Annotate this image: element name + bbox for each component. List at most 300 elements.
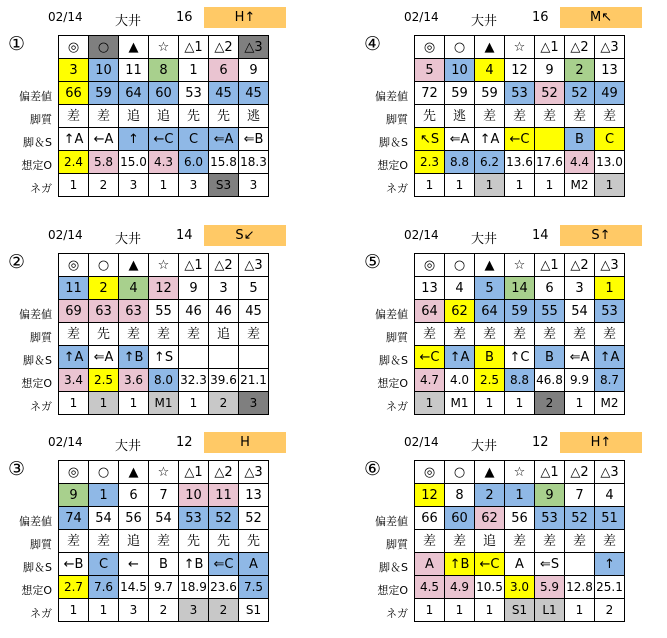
table-cell: 1 [445, 174, 475, 197]
race-panel [4, 5, 304, 195]
table-cell: 9 [59, 484, 89, 507]
table-row [415, 576, 625, 599]
panel-header [4, 223, 304, 248]
table-cell: 59 [475, 82, 505, 105]
table-cell: ▲ [119, 461, 149, 484]
row-label: ネガ [386, 182, 408, 195]
table-cell: 10.5 [475, 576, 505, 599]
table-cell: 1 [565, 599, 595, 622]
race-date: 02/14 [404, 10, 439, 24]
table-cell: 差 [475, 323, 505, 346]
table-cell: 差 [475, 105, 505, 128]
table-cell: 差 [595, 530, 625, 553]
table-cell: △2 [209, 36, 239, 59]
table-cell: 先 [179, 530, 209, 553]
table-cell: △2 [565, 461, 595, 484]
row-label: 想定O [377, 159, 408, 172]
table-cell: 9.9 [565, 369, 595, 392]
table-cell: B [149, 553, 179, 576]
table-cell: ☆ [149, 254, 179, 277]
table-cell: 23.6 [209, 576, 239, 599]
table-cell: M2 [565, 174, 595, 197]
table-cell: 3 [119, 174, 149, 197]
table-cell: 6 [119, 484, 149, 507]
table-cell: 2 [209, 392, 239, 415]
prediction-table [414, 253, 625, 415]
table-cell: 11 [119, 59, 149, 82]
table-cell: 21.1 [239, 369, 269, 392]
table-cell: ◎ [415, 36, 445, 59]
race-date: 02/14 [48, 435, 83, 449]
table-cell: 差 [505, 105, 535, 128]
table-cell: 6 [535, 277, 565, 300]
table-cell: ○ [89, 254, 119, 277]
table-row [415, 128, 625, 151]
table-cell: 3 [239, 174, 269, 197]
table-row [415, 461, 625, 484]
table-cell: S1 [239, 599, 269, 622]
table-cell: 53 [179, 507, 209, 530]
table-cell: 逃 [239, 105, 269, 128]
table-cell: 追 [119, 530, 149, 553]
table-row [415, 369, 625, 392]
table-cell [565, 553, 595, 576]
table-cell: 差 [59, 530, 89, 553]
table-row [59, 128, 269, 151]
race-date: 02/14 [404, 228, 439, 242]
table-cell: △2 [565, 254, 595, 277]
race-panel [360, 223, 660, 413]
table-cell: 51 [595, 507, 625, 530]
table-cell: 差 [415, 530, 445, 553]
table-row [59, 36, 269, 59]
table-row [59, 484, 269, 507]
venue-name: 大井 [471, 439, 498, 454]
table-cell: ▲ [119, 254, 149, 277]
table-row [59, 461, 269, 484]
table-cell: ←C [505, 128, 535, 151]
table-cell: ↑S [149, 346, 179, 369]
table-cell: △1 [535, 254, 565, 277]
table-cell: 2 [535, 392, 565, 415]
table-row [415, 300, 625, 323]
table-cell: △2 [565, 36, 595, 59]
row-label: 想定O [21, 377, 52, 390]
table-cell: ☆ [505, 36, 535, 59]
table-cell: 45 [239, 82, 269, 105]
table-cell: ↑ [595, 553, 625, 576]
race-number: ⑤ [364, 251, 382, 273]
table-cell: 7 [149, 484, 179, 507]
table-cell: 差 [59, 323, 89, 346]
race-date: 02/14 [404, 435, 439, 449]
table-cell: 5.8 [89, 151, 119, 174]
table-cell: 4.4 [565, 151, 595, 174]
table-cell: 1 [565, 392, 595, 415]
table-cell: 9 [535, 484, 565, 507]
table-cell: 差 [535, 530, 565, 553]
table-cell: △3 [595, 461, 625, 484]
row-label: ネガ [30, 182, 52, 195]
table-cell: 先 [209, 105, 239, 128]
table-cell: 3 [119, 599, 149, 622]
race-date: 02/14 [48, 10, 83, 24]
row-label: 脚＆S [379, 354, 408, 367]
table-cell: 差 [505, 323, 535, 346]
row-label: 脚＆S [23, 561, 52, 574]
table-cell: ↑A [445, 346, 475, 369]
table-cell [239, 346, 269, 369]
table-cell: ↑C [505, 346, 535, 369]
table-row [415, 36, 625, 59]
row-label: ネガ [30, 400, 52, 413]
table-cell: 54 [149, 507, 179, 530]
table-cell: 差 [535, 105, 565, 128]
table-cell: 差 [149, 323, 179, 346]
table-row [415, 82, 625, 105]
row-labels [4, 85, 56, 200]
table-cell: ⇐A [565, 346, 595, 369]
table-row [59, 151, 269, 174]
table-cell: C [595, 128, 625, 151]
table-cell: 5 [475, 277, 505, 300]
table-cell: ←C [149, 128, 179, 151]
table-row [59, 254, 269, 277]
table-cell: 1 [179, 59, 209, 82]
table-cell: 53 [179, 82, 209, 105]
table-cell: 59 [445, 82, 475, 105]
table-cell: 2.3 [415, 151, 445, 174]
table-cell: 3 [239, 392, 269, 415]
table-cell: △1 [179, 254, 209, 277]
table-cell: 54 [565, 300, 595, 323]
table-cell: 12 [149, 277, 179, 300]
table-cell: 追 [209, 323, 239, 346]
table-cell: 2 [565, 59, 595, 82]
row-label: 想定O [21, 584, 52, 597]
table-cell: 64 [475, 300, 505, 323]
table-cell: 66 [415, 507, 445, 530]
row-label: 偏差値 [375, 515, 408, 528]
table-cell: ○ [445, 461, 475, 484]
table-cell: B [475, 346, 505, 369]
table-cell: 52 [565, 507, 595, 530]
table-cell: 49 [595, 82, 625, 105]
table-cell: △2 [209, 461, 239, 484]
table-cell: 14.5 [119, 576, 149, 599]
table-cell: 6 [209, 59, 239, 82]
row-label: 想定O [21, 159, 52, 172]
table-cell: △3 [239, 36, 269, 59]
table-cell: 10 [179, 484, 209, 507]
table-cell: 3.4 [59, 369, 89, 392]
table-cell: 9 [179, 277, 209, 300]
table-row [415, 277, 625, 300]
table-cell: 62 [475, 507, 505, 530]
table-row [59, 553, 269, 576]
table-row [415, 507, 625, 530]
table-cell: L1 [535, 599, 565, 622]
table-cell: 12 [415, 484, 445, 507]
table-row [59, 369, 269, 392]
prediction-table [414, 460, 625, 622]
row-label: 脚質 [386, 113, 408, 126]
row-labels [4, 510, 56, 625]
table-row [59, 530, 269, 553]
table-cell: 2 [209, 599, 239, 622]
table-cell: ◎ [59, 254, 89, 277]
table-row [59, 174, 269, 197]
table-cell: ▲ [475, 461, 505, 484]
table-cell: M1 [149, 392, 179, 415]
row-label: 偏差値 [375, 308, 408, 321]
table-cell [179, 346, 209, 369]
table-cell: 1 [149, 174, 179, 197]
row-label: ネガ [30, 607, 52, 620]
row-label: 偏差値 [19, 515, 52, 528]
table-cell: 1 [119, 392, 149, 415]
table-cell: 7 [565, 484, 595, 507]
race-panel [360, 430, 660, 620]
race-number: ③ [8, 458, 26, 480]
table-cell: ▲ [475, 36, 505, 59]
table-cell: 3 [179, 599, 209, 622]
table-cell: 1 [445, 599, 475, 622]
table-cell: 1 [535, 174, 565, 197]
table-cell: 1 [475, 392, 505, 415]
row-label: 脚質 [30, 538, 52, 551]
runner-count: 16 [532, 10, 549, 25]
table-cell: 7.6 [89, 576, 119, 599]
table-cell: ⇐A [445, 128, 475, 151]
table-cell: 13 [595, 59, 625, 82]
table-cell: 1 [179, 392, 209, 415]
table-cell: 46 [209, 300, 239, 323]
table-cell: ↑B [179, 553, 209, 576]
table-cell: △1 [535, 36, 565, 59]
table-row [59, 507, 269, 530]
race-number: ① [8, 33, 26, 55]
table-cell: △2 [209, 254, 239, 277]
table-cell: 63 [119, 300, 149, 323]
table-cell: 1 [89, 392, 119, 415]
pace-flag: M↖ [560, 7, 642, 28]
table-cell: 差 [535, 323, 565, 346]
table-cell: 差 [89, 105, 119, 128]
table-cell: 1 [415, 392, 445, 415]
table-row [415, 346, 625, 369]
table-cell: 2.4 [59, 151, 89, 174]
table-row [415, 323, 625, 346]
row-label: 脚＆S [23, 354, 52, 367]
table-cell: 13.6 [505, 151, 535, 174]
table-cell: 55 [149, 300, 179, 323]
race-panel [360, 5, 660, 195]
table-cell: 1 [595, 174, 625, 197]
table-cell: 5 [415, 59, 445, 82]
table-row [59, 392, 269, 415]
table-cell: △3 [239, 254, 269, 277]
table-cell: 2.7 [59, 576, 89, 599]
row-label: 脚＆S [379, 136, 408, 149]
table-cell: 5.9 [535, 576, 565, 599]
race-date: 02/14 [48, 228, 83, 242]
table-cell: 3 [179, 174, 209, 197]
table-cell: 3 [59, 59, 89, 82]
table-cell: 2 [89, 174, 119, 197]
table-cell: 1 [415, 174, 445, 197]
table-cell: 54 [89, 507, 119, 530]
table-cell: 差 [565, 323, 595, 346]
table-row [59, 323, 269, 346]
table-cell: 2 [89, 277, 119, 300]
table-cell [209, 346, 239, 369]
table-cell: ←B [59, 553, 89, 576]
table-cell: ▲ [119, 36, 149, 59]
row-labels [4, 303, 56, 418]
pace-flag: S↑ [560, 225, 642, 246]
table-cell: ⇐C [209, 553, 239, 576]
table-cell: ▲ [475, 254, 505, 277]
table-cell: 8 [445, 484, 475, 507]
table-cell: 差 [239, 323, 269, 346]
table-row [415, 59, 625, 82]
table-cell: 差 [445, 530, 475, 553]
table-cell: ○ [89, 461, 119, 484]
table-cell: 差 [595, 105, 625, 128]
row-label: 脚質 [386, 538, 408, 551]
runner-count: 16 [176, 10, 193, 25]
table-cell: 74 [59, 507, 89, 530]
row-label: 脚質 [30, 113, 52, 126]
table-cell: A [415, 553, 445, 576]
row-labels [360, 510, 412, 625]
table-cell: 56 [505, 507, 535, 530]
table-row [59, 105, 269, 128]
table-cell: △1 [179, 461, 209, 484]
row-labels [360, 303, 412, 418]
table-cell: 5 [239, 277, 269, 300]
table-cell: 差 [505, 530, 535, 553]
row-label: 想定O [377, 584, 408, 597]
table-cell: 15.8 [209, 151, 239, 174]
table-row [415, 553, 625, 576]
table-cell: 2.5 [89, 369, 119, 392]
row-label: 偏差値 [375, 90, 408, 103]
table-cell: B [565, 128, 595, 151]
table-cell: 追 [119, 105, 149, 128]
table-cell: ○ [445, 254, 475, 277]
table-cell: 1 [505, 174, 535, 197]
table-cell: 52 [565, 82, 595, 105]
table-cell: 1 [505, 484, 535, 507]
table-cell: 53 [595, 300, 625, 323]
table-cell: ◎ [415, 254, 445, 277]
race-number: ② [8, 251, 26, 273]
table-row [415, 151, 625, 174]
pace-flag: H↑ [204, 7, 286, 28]
venue-name: 大井 [115, 232, 142, 247]
row-label: 脚＆S [379, 561, 408, 574]
row-label: 脚質 [30, 331, 52, 344]
table-cell: 逃 [445, 105, 475, 128]
table-cell: 8.7 [595, 369, 625, 392]
pace-flag: H [204, 432, 286, 453]
row-label: 想定O [377, 377, 408, 390]
table-cell: 差 [445, 323, 475, 346]
row-label: 脚＆S [23, 136, 52, 149]
table-cell: 46 [179, 300, 209, 323]
table-cell: 4 [119, 277, 149, 300]
table-cell: 差 [415, 323, 445, 346]
table-cell: 9.7 [149, 576, 179, 599]
panel-header [360, 5, 660, 30]
table-row [59, 277, 269, 300]
table-cell: ☆ [149, 461, 179, 484]
table-cell: 差 [595, 323, 625, 346]
table-cell: 32.3 [179, 369, 209, 392]
table-cell: ◎ [59, 36, 89, 59]
panel-header [4, 430, 304, 455]
table-cell: 52 [239, 507, 269, 530]
table-cell: A [505, 553, 535, 576]
table-cell: 差 [179, 323, 209, 346]
table-row [415, 392, 625, 415]
table-cell: B [535, 346, 565, 369]
runner-count: 14 [532, 228, 549, 243]
table-cell: ↑ [119, 128, 149, 151]
table-cell: 12 [505, 59, 535, 82]
prediction-table [58, 253, 269, 415]
table-cell: 8.8 [505, 369, 535, 392]
table-cell: ⇐B [239, 128, 269, 151]
table-cell: 60 [445, 507, 475, 530]
race-number: ④ [364, 33, 382, 55]
table-cell: 2 [595, 599, 625, 622]
table-row [59, 300, 269, 323]
table-cell: 13 [415, 277, 445, 300]
table-cell: 64 [415, 300, 445, 323]
table-cell: M2 [595, 392, 625, 415]
table-cell: 差 [565, 105, 595, 128]
panel-header [4, 5, 304, 30]
table-cell: ◎ [415, 461, 445, 484]
table-cell: ○ [445, 36, 475, 59]
table-cell: ↑B [445, 553, 475, 576]
table-cell: 4.3 [149, 151, 179, 174]
table-cell: 18.9 [179, 576, 209, 599]
table-cell: 39.6 [209, 369, 239, 392]
table-cell: 3 [565, 277, 595, 300]
table-cell: ☆ [505, 254, 535, 277]
table-cell: 10 [445, 59, 475, 82]
table-cell: ←C [475, 553, 505, 576]
venue-name: 大井 [115, 439, 142, 454]
table-cell: 56 [119, 507, 149, 530]
race-number: ⑥ [364, 458, 382, 480]
table-cell: 4.5 [415, 576, 445, 599]
table-cell: 3.6 [119, 369, 149, 392]
table-cell: 25.1 [595, 576, 625, 599]
row-label: ネガ [386, 607, 408, 620]
table-cell: 14 [505, 277, 535, 300]
table-cell: 差 [119, 323, 149, 346]
row-labels [360, 85, 412, 200]
table-cell: 先 [239, 530, 269, 553]
table-cell [535, 128, 565, 151]
table-cell: 66 [59, 82, 89, 105]
panel-header [360, 223, 660, 248]
